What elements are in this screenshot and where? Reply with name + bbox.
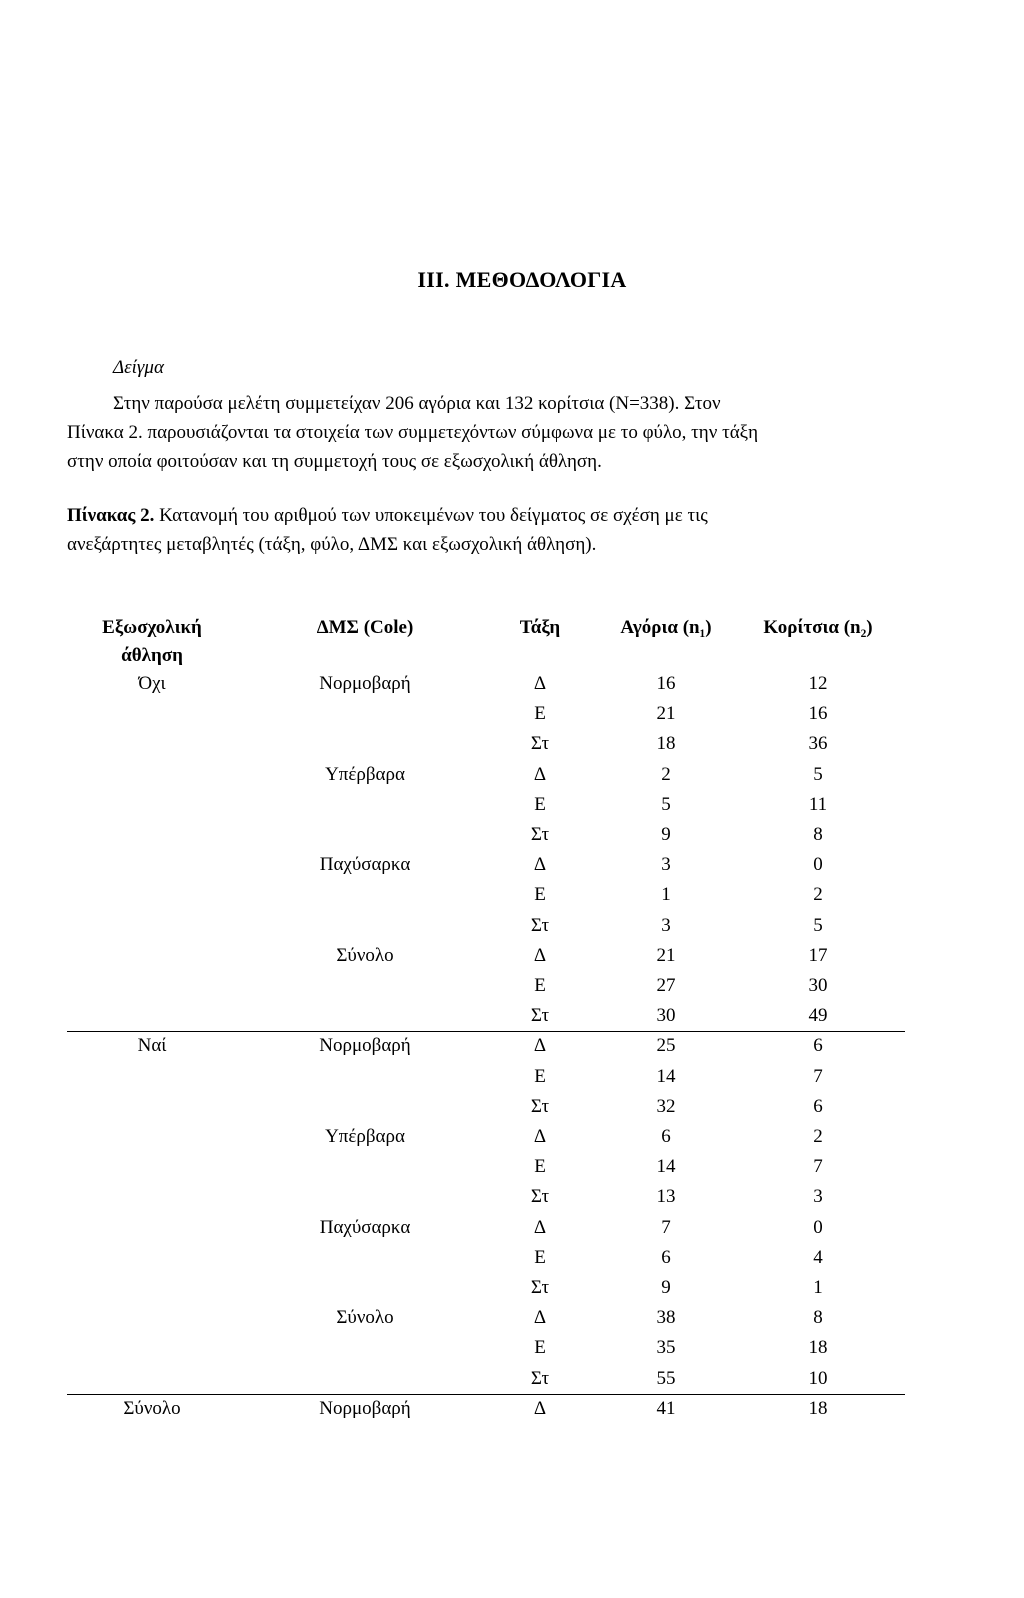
- table-row: [0, 1096, 1024, 1126]
- cell-boys: 55: [656, 1367, 676, 1389]
- cell-bmi: Υπέρβαρα: [325, 763, 405, 785]
- cell-girls: 16: [808, 703, 828, 725]
- cell-class: Ε: [534, 1246, 546, 1268]
- cell-class: Δ: [533, 673, 547, 694]
- table-row: [0, 1066, 1024, 1096]
- cell-bmi: Σύνολο: [336, 1307, 394, 1329]
- cell-boys: 6: [661, 1246, 671, 1268]
- cell-girls: 11: [808, 793, 828, 815]
- table-row: [0, 854, 1024, 884]
- table-row: [0, 1035, 1024, 1065]
- table-row: [0, 1156, 1024, 1186]
- cell-bmi: Παχύσαρκα: [319, 1216, 411, 1238]
- table-row: [0, 1186, 1024, 1216]
- cell-girls: 18: [808, 1397, 828, 1419]
- cell-class: Ε: [534, 1156, 546, 1178]
- cell-boys: 13: [656, 1186, 676, 1208]
- caption-label: Πίνακας 2.: [67, 505, 155, 526]
- cell-boys: 14: [656, 1065, 676, 1087]
- group-divider: [67, 1394, 905, 1395]
- cell-girls: 8: [813, 1307, 823, 1329]
- cell-bmi: Νορμοβαρή: [319, 673, 411, 694]
- cell-class: Δ: [533, 944, 547, 966]
- cell-class: Στ: [530, 1367, 550, 1389]
- cell-boys: 9: [661, 1277, 671, 1298]
- cell-class: Δ: [533, 1307, 547, 1329]
- cell-girls: 10: [808, 1367, 828, 1389]
- cell-girls: 4: [813, 1246, 823, 1268]
- intro-line: Πίνακα 2. παρουσιάζονται τα στοιχεία των συμμετεχόντων σύμφωνα με το φύλο, την τάξη: [67, 422, 759, 443]
- cell-bmi: Σύνολο: [336, 944, 394, 966]
- table-row: [0, 764, 1024, 794]
- cell-class: Στ: [530, 1005, 550, 1027]
- table-row: [0, 1217, 1024, 1247]
- cell-girls: 6: [813, 1035, 823, 1057]
- cell-class: Δ: [533, 854, 547, 876]
- cell-bmi: Παχύσαρκα: [319, 854, 411, 876]
- cell-girls: 2: [813, 1126, 823, 1147]
- cell-boys: 21: [656, 703, 676, 725]
- cell-boys: 18: [656, 733, 676, 755]
- table-row: [0, 1307, 1024, 1337]
- cell-girls: 3: [813, 1186, 823, 1208]
- cell-girls: 12: [808, 673, 828, 694]
- cell-class: Ε: [534, 703, 546, 725]
- header-boys: Αγόρια (n₁): [620, 617, 712, 638]
- cell-boys: 41: [656, 1397, 676, 1419]
- cell-boys: 2: [661, 763, 671, 785]
- intro-paragraph: [67, 389, 907, 476]
- subheading-sample: Δείγμα: [113, 357, 164, 378]
- cell-boys: 1: [661, 884, 671, 906]
- cell-bmi: Νορμοβαρή: [319, 1035, 411, 1057]
- table-row: [0, 884, 1024, 914]
- table-caption: [67, 501, 907, 559]
- cell-girls: 7: [813, 1065, 823, 1087]
- cell-boys: 14: [656, 1156, 676, 1178]
- cell-class: Δ: [533, 1216, 547, 1238]
- cell-activity: Σύνολο: [123, 1397, 181, 1419]
- cell-boys: 38: [656, 1307, 676, 1329]
- cell-boys: 21: [656, 944, 676, 966]
- cell-boys: 27: [656, 975, 676, 996]
- header-girls: Κορίτσια (n₂): [763, 617, 873, 638]
- cell-boys: 9: [661, 824, 671, 845]
- cell-boys: 3: [661, 854, 671, 876]
- table-row: [0, 733, 1024, 763]
- cell-boys: 32: [656, 1095, 676, 1117]
- cell-boys: 25: [656, 1035, 676, 1057]
- cell-boys: 16: [656, 673, 676, 694]
- cell-boys: 5: [661, 793, 671, 815]
- cell-girls: 18: [808, 1337, 828, 1359]
- cell-class: Δ: [533, 1397, 547, 1419]
- cell-class: Στ: [530, 1186, 550, 1208]
- header-activity: Εξωσχολική άθληση: [102, 617, 202, 666]
- table-row: [0, 794, 1024, 824]
- table-row: [0, 824, 1024, 854]
- cell-girls: 7: [813, 1156, 823, 1178]
- cell-girls: 49: [808, 1005, 828, 1027]
- cell-girls: 30: [808, 975, 828, 996]
- cell-girls: 6: [813, 1095, 823, 1117]
- cell-class: Δ: [533, 1126, 547, 1147]
- cell-boys: 7: [661, 1216, 671, 1238]
- cell-girls: 5: [813, 914, 823, 936]
- cell-class: Στ: [530, 1277, 550, 1298]
- cell-class: Στ: [530, 824, 550, 845]
- cell-class: Ε: [534, 793, 546, 815]
- intro-line: Στην παρούσα μελέτη συμμετείχαν 206 αγόρια και 132 κορίτσια (Ν=338). Στον: [113, 393, 721, 414]
- table-row: [0, 1277, 1024, 1307]
- cell-girls: 0: [813, 854, 823, 876]
- cell-class: Στ: [530, 733, 550, 755]
- cell-boys: 3: [661, 914, 671, 936]
- cell-class: Δ: [533, 1035, 547, 1057]
- cell-girls: 8: [813, 824, 823, 845]
- cell-girls: 36: [808, 733, 828, 755]
- cell-class: Ε: [534, 1065, 546, 1087]
- table-row: [0, 975, 1024, 1005]
- table-row: [0, 915, 1024, 945]
- cell-girls: 2: [813, 884, 823, 906]
- cell-boys: 30: [656, 1005, 676, 1027]
- cell-class: Στ: [530, 1095, 550, 1117]
- header-class: Τάξη: [519, 617, 561, 638]
- table-row: [0, 1398, 1024, 1428]
- cell-boys: 35: [656, 1337, 676, 1359]
- cell-class: Ε: [534, 884, 546, 906]
- table-row: [0, 1126, 1024, 1156]
- cell-class: Δ: [533, 763, 547, 785]
- cell-class: Ε: [534, 975, 546, 996]
- cell-bmi: Υπέρβαρα: [325, 1126, 405, 1147]
- table-row: [0, 945, 1024, 975]
- header-bmi: ΔΜΣ (Cole): [316, 617, 414, 638]
- cell-class: Στ: [530, 914, 550, 936]
- cell-activity: Ναί: [137, 1035, 167, 1057]
- cell-bmi: Νορμοβαρή: [319, 1397, 411, 1419]
- table-row: [0, 1337, 1024, 1367]
- table-row: [0, 1247, 1024, 1277]
- caption-text-line2: ανεξάρτητες μεταβλητές (τάξη, φύλο, ΔΜΣ και εξωσχολική άθληση).: [67, 534, 597, 555]
- caption-text: Κατανομή του αριθμού των υποκειμένων του δείγματος σε σχέση με τις: [154, 505, 708, 526]
- cell-girls: 0: [813, 1216, 823, 1238]
- cell-girls: 5: [813, 763, 823, 785]
- table-row: [0, 673, 1024, 703]
- cell-girls: 1: [813, 1277, 823, 1298]
- section-title: III. ΜΕΘΟΔΟΛΟΓΙΑ: [417, 267, 627, 292]
- cell-activity: Όχι: [138, 673, 166, 694]
- cell-class: Ε: [534, 1337, 546, 1359]
- cell-girls: 17: [808, 944, 828, 966]
- intro-line: στην οποία φοιτούσαν και τη συμμετοχή τους σε εξωσχολική άθληση.: [67, 451, 602, 472]
- table-row: [0, 703, 1024, 733]
- group-divider: [67, 1031, 905, 1032]
- cell-boys: 6: [661, 1126, 671, 1147]
